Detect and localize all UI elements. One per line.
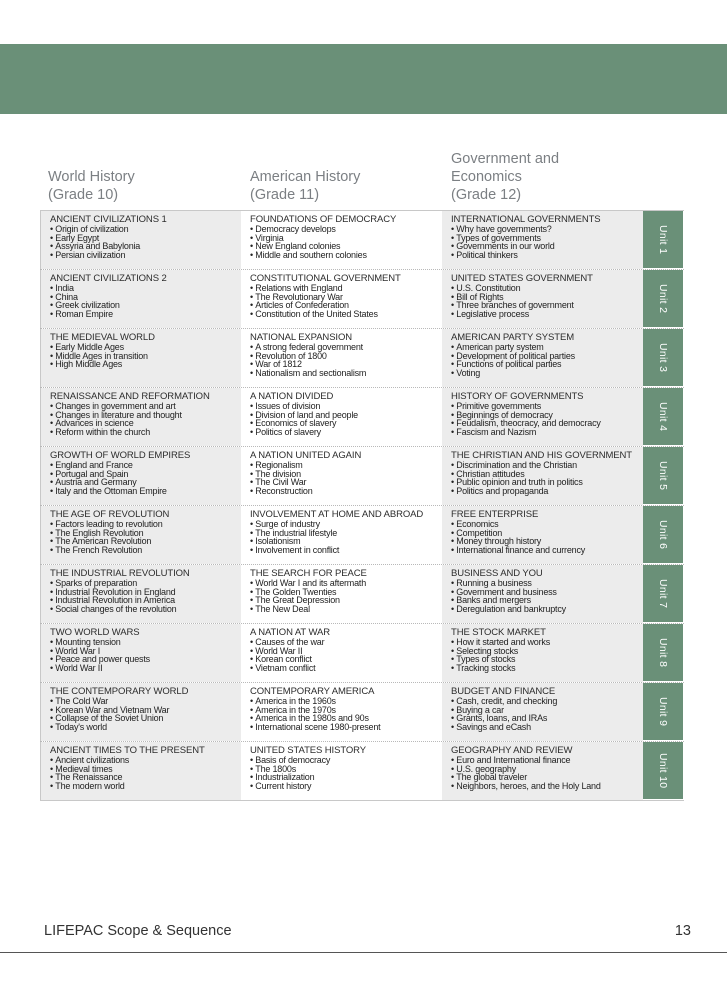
cell-bullet-item: • America in the 1960s (250, 697, 436, 706)
cell-bullet-item: • Korean conflict (250, 655, 436, 664)
course-cell (442, 447, 643, 505)
cell-bullet-item: • Surge of industry (250, 520, 436, 529)
cell-bullet-item: • Types of stocks (451, 655, 637, 664)
course-cell (40, 624, 241, 682)
cell-bullet-item: • Social changes of the revolution (50, 605, 235, 614)
cell-title: AMERICAN PARTY SYSTEM (451, 332, 575, 343)
cell-bullet-item: • Cash, credit, and checking (451, 697, 637, 706)
cell-bullet-item: • China (50, 293, 235, 302)
cell-bullet-item: • Beginnings of democracy (451, 411, 637, 420)
cell-bullet-item: • The global traveler (451, 773, 637, 782)
cell-bullet-item: • Types of governments (451, 234, 637, 243)
unit-tab (643, 624, 683, 682)
cell-bullet-item: • Regionalism (250, 461, 436, 470)
course-cell (442, 565, 643, 623)
course-cell (442, 683, 643, 741)
cell-bullet-item: • Selecting stocks (451, 647, 637, 656)
cell-bullet-item: • U.S. Constitution (451, 284, 637, 293)
cell-bullet-item: • Austria and Germany (50, 478, 235, 487)
cell-bullet-item: • Industrial Revolution in England (50, 588, 235, 597)
cell-title: THE AGE OF REVOLUTION (50, 509, 170, 520)
course-cell (40, 506, 241, 564)
course-cell (241, 683, 442, 741)
cell-title: RENAISSANCE AND REFORMATION (50, 391, 210, 402)
course-cell (40, 683, 241, 741)
cell-bullet-item: • Relations with England (250, 284, 436, 293)
cell-title: THE CONTEMPORARY WORLD (50, 686, 189, 697)
scope-sequence-table (40, 210, 684, 801)
cell-bullet-item: • Roman Empire (50, 310, 235, 319)
course-cell (40, 742, 241, 800)
cell-bullet-item: • Middle Ages in transition (50, 352, 235, 361)
cell-bullet-item: • The modern world (50, 782, 235, 791)
cell-bullet-item: • Neighbors, heroes, and the Holy Land (451, 782, 637, 791)
cell-bullet-item: • Buying a car (451, 706, 637, 715)
course-cell (40, 329, 241, 387)
course-cell (241, 506, 442, 564)
cell-bullet-item: • Discrimination and the Christian (451, 461, 637, 470)
unit-tab (643, 506, 683, 564)
unit-row (40, 624, 684, 683)
cell-bullet-item: • A strong federal government (250, 343, 436, 352)
cell-bullet-item: • India (50, 284, 235, 293)
course-cell (442, 211, 643, 269)
cell-bullet-item: • Savings and eCash (451, 723, 637, 732)
course-cell (442, 506, 643, 564)
course-cell (40, 388, 241, 446)
cell-bullet-item: • Origin of civilization (50, 225, 235, 234)
cell-bullet-item: • Assyria and Babylonia (50, 242, 235, 251)
unit-label: Unit 8 (657, 637, 669, 668)
cell-bullet-item: • Issues of division (250, 402, 436, 411)
unit-tab (643, 329, 683, 387)
unit-tab (643, 211, 683, 269)
course-cell (442, 624, 643, 682)
cell-bullet-item: • Fascism and Nazism (451, 428, 637, 437)
cell-bullet-item: • Peace and power quests (50, 655, 235, 664)
unit-label: Unit 6 (657, 519, 669, 550)
cell-bullet-item: • Economics of slavery (250, 419, 436, 428)
cell-bullet-item: • World War I (50, 647, 235, 656)
cell-title: ANCIENT CIVILIZATIONS 2 (50, 273, 167, 284)
cell-bullet-item: • New England colonies (250, 242, 436, 251)
cell-bullet-item: • World War II (50, 664, 235, 673)
course-cell (40, 211, 241, 269)
unit-tab (643, 683, 683, 741)
cell-bullet-item: • Early Middle Ages (50, 343, 235, 352)
cell-bullet-item: • Industrial Revolution in America (50, 596, 235, 605)
cell-title: FREE ENTERPRISE (451, 509, 539, 520)
page-number: 13 (674, 923, 691, 939)
cell-bullet-item: • The Revolutionary War (250, 293, 436, 302)
cell-bullet-item: • Changes in government and art (50, 402, 235, 411)
cell-title: THE INDUSTRIAL REVOLUTION (50, 568, 190, 579)
unit-label: Unit 5 (657, 460, 669, 491)
cell-bullet-item: • Reconstruction (250, 487, 436, 496)
cell-title: THE STOCK MARKET (451, 627, 546, 638)
unit-label: Unit 3 (657, 342, 669, 373)
cell-bullet-item: • Why have governments? (451, 225, 637, 234)
cell-bullet-item: • Isolationism (250, 537, 436, 546)
cell-bullet-item: • Primitive governments (451, 402, 637, 411)
cell-bullet-item: • Medieval times (50, 765, 235, 774)
unit-label: Unit 2 (657, 283, 669, 314)
cell-bullet-item: • Basis of democracy (250, 756, 436, 765)
cell-title: INTERNATIONAL GOVERNMENTS (451, 214, 601, 225)
cell-bullet-item: • Bill of Rights (451, 293, 637, 302)
course-cell (40, 270, 241, 328)
cell-bullet-item: • Christian attitudes (451, 470, 637, 479)
cell-bullet-item: • The Great Depression (250, 596, 436, 605)
cell-bullet-item: • Division of land and people (250, 411, 436, 420)
cell-bullet-item: • Democracy develops (250, 225, 436, 234)
cell-bullet-item: • Politics and propaganda (451, 487, 637, 496)
course-cell (241, 742, 442, 800)
cell-bullet-item: • Mounting tension (50, 638, 235, 647)
cell-bullet-item: • Factors leading to revolution (50, 520, 235, 529)
cell-bullet-item: • Middle and southern colonies (250, 251, 436, 260)
cell-bullet-item: • The 1800s (250, 765, 436, 774)
unit-row (40, 447, 684, 506)
unit-row (40, 683, 684, 742)
cell-bullet-item: • America in the 1970s (250, 706, 436, 715)
cell-bullet-item: • Political thinkers (451, 251, 637, 260)
cell-title: CONSTITUTIONAL GOVERNMENT (250, 273, 401, 284)
cell-bullet-item: • High Middle Ages (50, 360, 235, 369)
cell-bullet-item: • Competition (451, 529, 637, 538)
header-banner (0, 44, 727, 114)
cell-bullet-item: • Legislative process (451, 310, 637, 319)
cell-bullet-item: • The Renaissance (50, 773, 235, 782)
cell-title: A NATION UNITED AGAIN (250, 450, 362, 461)
cell-bullet-item: • American party system (451, 343, 637, 352)
unit-tab (643, 270, 683, 328)
cell-title: NATIONAL EXPANSION (250, 332, 353, 343)
cell-bullet-item: • Feudalism, theocracy, and democracy (451, 419, 637, 428)
cell-title: ANCIENT CIVILIZATIONS 1 (50, 214, 167, 225)
course-cell (241, 447, 442, 505)
cell-title: A NATION DIVIDED (250, 391, 334, 402)
cell-bullet-item: • Changes in literature and thought (50, 411, 235, 420)
cell-title: GEOGRAPHY AND REVIEW (451, 745, 573, 756)
cell-bullet-item: • International finance and currency (451, 546, 637, 555)
cell-bullet-item: • The English Revolution (50, 529, 235, 538)
course-cell (442, 388, 643, 446)
cell-bullet-item: • Voting (451, 369, 637, 378)
footer-title: LIFEPAC Scope & Sequence (44, 923, 232, 939)
cell-bullet-item: • Persian civilization (50, 251, 235, 260)
column-header-world-history: World History (Grade 10) (48, 169, 135, 203)
cell-bullet-item: • The industrial lifestyle (250, 529, 436, 538)
cell-bullet-item: • Causes of the war (250, 638, 436, 647)
course-cell (241, 388, 442, 446)
cell-bullet-item: • Reform within the church (50, 428, 235, 437)
cell-title: BUSINESS AND YOU (451, 568, 543, 579)
cell-bullet-item: • Banks and mergers (451, 596, 637, 605)
cell-bullet-item: • International scene 1980-present (250, 723, 436, 732)
cell-bullet-item: • Early Egypt (50, 234, 235, 243)
cell-title: THE MEDIEVAL WORLD (50, 332, 155, 343)
course-cell (241, 624, 442, 682)
cell-bullet-item: • Public opinion and truth in politics (451, 478, 637, 487)
footer-divider (0, 952, 727, 953)
cell-bullet-item: • Greek civilization (50, 301, 235, 310)
cell-bullet-item: • The New Deal (250, 605, 436, 614)
cell-bullet-item: • Advances in science (50, 419, 235, 428)
cell-title: THE SEARCH FOR PEACE (250, 568, 367, 579)
course-cell (241, 270, 442, 328)
cell-bullet-item: • Involvement in conflict (250, 546, 436, 555)
cell-bullet-item: • The Cold War (50, 697, 235, 706)
unit-row (40, 211, 684, 270)
cell-bullet-item: • Nationalism and sectionalism (250, 369, 436, 378)
cell-bullet-item: • Vietnam conflict (250, 664, 436, 673)
cell-bullet-item: • Functions of political parties (451, 360, 637, 369)
course-cell (241, 565, 442, 623)
cell-bullet-item: • World War II (250, 647, 436, 656)
cell-bullet-item: • The Golden Twenties (250, 588, 436, 597)
cell-bullet-item: • Constitution of the United States (250, 310, 436, 319)
cell-bullet-item: • Ancient civilizations (50, 756, 235, 765)
cell-bullet-item: • England and France (50, 461, 235, 470)
cell-bullet-item: • Money through history (451, 537, 637, 546)
unit-row (40, 329, 684, 388)
cell-bullet-item: • Governments in our world (451, 242, 637, 251)
cell-bullet-item: • Economics (451, 520, 637, 529)
cell-title: HISTORY OF GOVERNMENTS (451, 391, 584, 402)
cell-bullet-item: • Government and business (451, 588, 637, 597)
course-cell (442, 742, 643, 800)
cell-bullet-item: • Politics of slavery (250, 428, 436, 437)
unit-label: Unit 10 (657, 752, 669, 789)
cell-bullet-item: • The Civil War (250, 478, 436, 487)
cell-bullet-item: • War of 1812 (250, 360, 436, 369)
column-headers (40, 140, 644, 204)
cell-bullet-item: • Tracking stocks (451, 664, 637, 673)
unit-row (40, 270, 684, 329)
course-cell (442, 329, 643, 387)
cell-title: UNITED STATES GOVERNMENT (451, 273, 593, 284)
unit-row (40, 506, 684, 565)
cell-bullet-item: • Current history (250, 782, 436, 791)
cell-title: INVOLVEMENT AT HOME AND ABROAD (250, 509, 424, 520)
unit-label: Unit 9 (657, 696, 669, 727)
cell-bullet-item: • Korean War and Vietnam War (50, 706, 235, 715)
unit-tab (643, 388, 683, 446)
cell-bullet-item: • Three branches of government (451, 301, 637, 310)
cell-bullet-item: • Italy and the Ottoman Empire (50, 487, 235, 496)
unit-tab (643, 742, 683, 800)
cell-bullet-item: • Grants, loans, and IRAs (451, 714, 637, 723)
course-cell (241, 329, 442, 387)
cell-bullet-item: • The division (250, 470, 436, 479)
cell-title: BUDGET AND FINANCE (451, 686, 556, 697)
cell-bullet-item: • Articles of Confederation (250, 301, 436, 310)
cell-bullet-item: • Revolution of 1800 (250, 352, 436, 361)
cell-bullet-item: • The French Revolution (50, 546, 235, 555)
cell-bullet-item: • Virginia (250, 234, 436, 243)
cell-bullet-item: • America in the 1980s and 90s (250, 714, 436, 723)
cell-title: GROWTH OF WORLD EMPIRES (50, 450, 191, 461)
cell-bullet-item: • Collapse of the Soviet Union (50, 714, 235, 723)
cell-title: TWO WORLD WARS (50, 627, 140, 638)
unit-tab (643, 565, 683, 623)
unit-label: Unit 7 (657, 578, 669, 609)
cell-bullet-item: • Development of political parties (451, 352, 637, 361)
cell-bullet-item: • Euro and International finance (451, 756, 637, 765)
cell-bullet-item: • Deregulation and bankruptcy (451, 605, 637, 614)
column-header-government-economics: Government and Economics (Grade 12) (451, 151, 560, 203)
cell-title: FOUNDATIONS OF DEMOCRACY (250, 214, 397, 225)
unit-row (40, 742, 684, 801)
cell-bullet-item: • World War I and its aftermath (250, 579, 436, 588)
cell-bullet-item: • The American Revolution (50, 537, 235, 546)
cell-title: UNITED STATES HISTORY (250, 745, 366, 756)
cell-bullet-item: • How it started and works (451, 638, 637, 647)
course-cell (241, 211, 442, 269)
cell-bullet-item: • Industrialization (250, 773, 436, 782)
cell-title: ANCIENT TIMES TO THE PRESENT (50, 745, 205, 756)
course-cell (40, 447, 241, 505)
unit-row (40, 565, 684, 624)
cell-title: CONTEMPORARY AMERICA (250, 686, 375, 697)
cell-title: A NATION AT WAR (250, 627, 330, 638)
cell-bullet-item: • Sparks of preparation (50, 579, 235, 588)
unit-label: Unit 4 (657, 401, 669, 432)
column-header-american-history: American History (Grade 11) (250, 169, 361, 203)
cell-bullet-item: • Today's world (50, 723, 235, 732)
unit-tab (643, 447, 683, 505)
cell-title: THE CHRISTIAN AND HIS GOVERNMENT (451, 450, 633, 461)
course-cell (442, 270, 643, 328)
unit-row (40, 388, 684, 447)
cell-bullet-item: • U.S. geography (451, 765, 637, 774)
cell-bullet-item: • Portugal and Spain (50, 470, 235, 479)
unit-label: Unit 1 (657, 224, 669, 255)
cell-bullet-item: • Running a business (451, 579, 637, 588)
course-cell (40, 565, 241, 623)
